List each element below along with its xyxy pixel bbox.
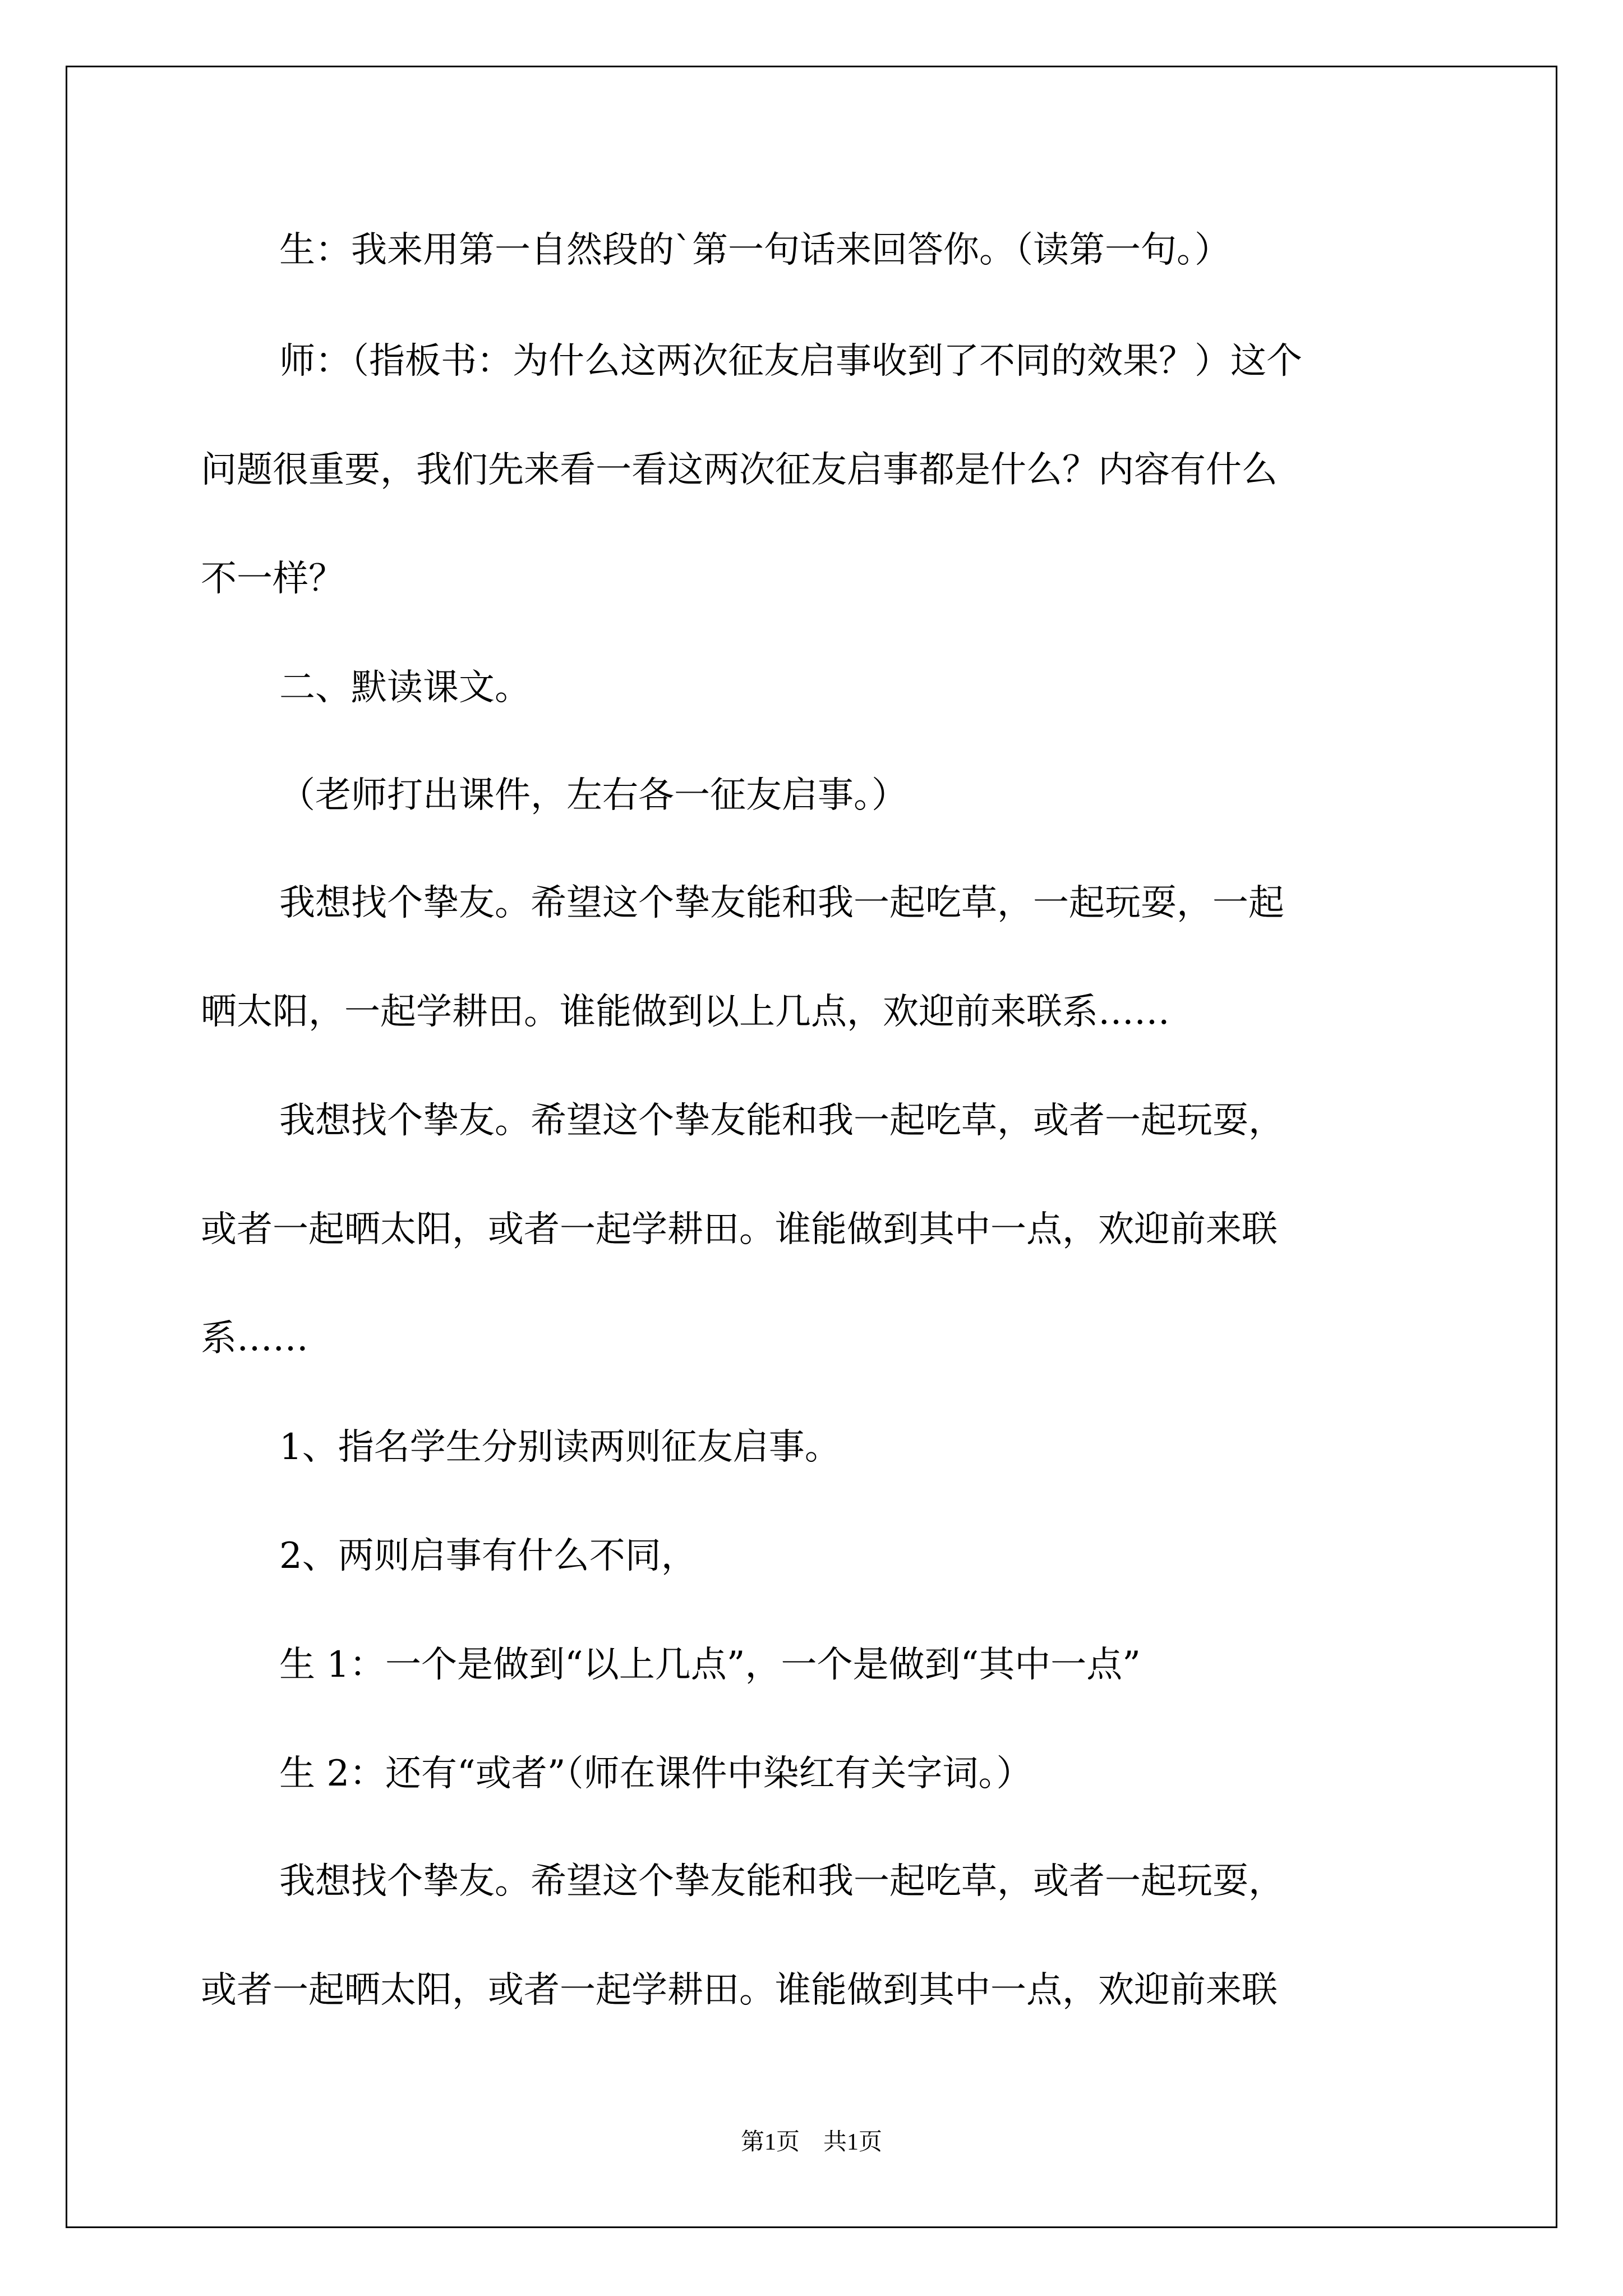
text-line: 我想找个挚友。希望这个挚友能和我一起吃草，一起玩耍，一起 xyxy=(279,882,1284,924)
text-line: 问题很重要，我们先来看一看这两次征友启事都是什么？内容有什么 xyxy=(201,449,1278,491)
text-line: 不一样？ xyxy=(201,558,344,600)
text-line: 生 2：还有“或者”（师在课件中染红有关字词。） xyxy=(279,1753,1032,1795)
text-line: 师：（指板书：为什么这两次征友启事收到了不同的效果？）这个 xyxy=(279,341,1302,382)
text-line: 我想找个挚友。希望这个挚友能和我一起吃草，或者一起玩耍， xyxy=(279,1100,1284,1142)
text-line: 1、指名学生分别读两则征友启事。 xyxy=(279,1427,841,1468)
text-line: 晒太阳，一起学耕田。谁能做到以上几点，欢迎前来联系…… xyxy=(201,991,1170,1033)
text-line: （老师打出课件，左右各一征友启事。） xyxy=(279,775,907,816)
page-footer: 第1页 共1页 xyxy=(740,2129,882,2155)
text-line: 二、默读课文。 xyxy=(279,667,531,708)
page-frame xyxy=(66,66,1557,2228)
text-line: 生：我来用第一自然段的`第一句话来回答你。（读第一句。） xyxy=(279,229,1230,271)
text-line: 或者一起晒太阳，或者一起学耕田。谁能做到其中一点，欢迎前来联 xyxy=(201,1209,1278,1250)
text-line: 2、两则启事有什么不同， xyxy=(279,1535,697,1577)
text-line: 生 1：一个是做到“以上几点”，一个是做到“其中一点” xyxy=(279,1644,1141,1686)
text-line: 系…… xyxy=(201,1318,308,1359)
text-line: 我想找个挚友。希望这个挚友能和我一起吃草，或者一起玩耍， xyxy=(279,1861,1284,1902)
text-line: 或者一起晒太阳，或者一起学耕田。谁能做到其中一点，欢迎前来联 xyxy=(201,1970,1278,2011)
